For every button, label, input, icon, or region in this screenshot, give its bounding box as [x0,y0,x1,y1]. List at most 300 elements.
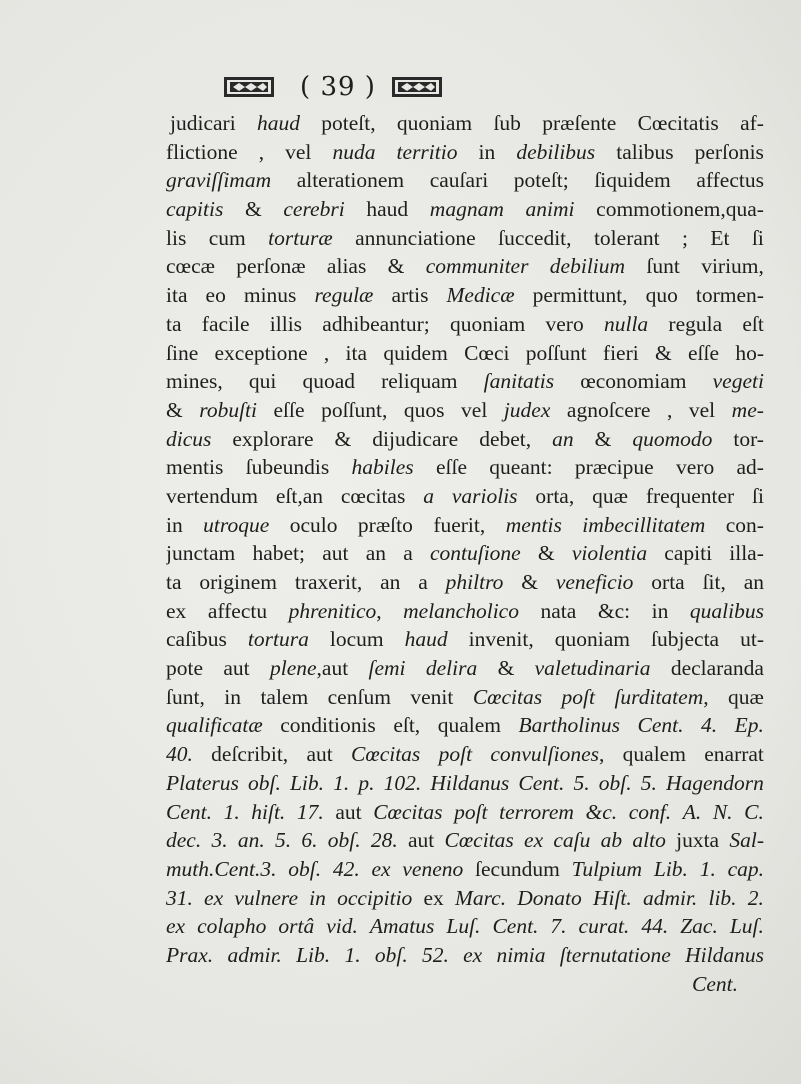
word: ſanitatis [483,369,555,394]
word: ho- [735,340,764,365]
word: qualem [622,742,686,767]
word: occipitio [337,885,413,910]
word: mentis [505,512,562,537]
word: debet, [479,426,532,451]
word: caſibus [166,627,227,652]
word: territio [396,139,458,164]
word: ſi [751,225,764,250]
word: Medicæ [446,283,515,308]
word: Hagendorn [665,770,764,795]
word: nata [540,598,577,623]
word: 31. [166,885,193,910]
word: Amatus [369,914,435,939]
word: venit [410,684,454,709]
word: plene,aut [269,656,349,681]
word: illis [269,311,303,336]
word: Et [710,225,730,250]
word: ab [600,828,623,853]
word: C. [744,799,764,824]
word: frequenter [645,483,735,508]
word: fuerit, [433,512,486,537]
word: illa- [729,541,764,566]
word: cœcæ [166,254,215,279]
word: 102. [383,770,422,795]
word: robuſti [199,397,257,422]
word: ſemi [368,656,406,681]
word: colapho [197,914,267,939]
word: ta [166,311,182,336]
word: talem [260,684,309,709]
word: 5. [573,770,590,795]
word: Hildanus [430,770,510,795]
word: lib. [708,885,737,910]
word: quoniam [554,627,631,652]
word: dijudicare [372,426,459,451]
word: cerebri [283,197,345,222]
word: aut [407,828,435,853]
word: & [497,656,515,681]
word: Lib. [653,856,688,881]
page-number: ( 39 ) [300,72,376,102]
word: vero [545,311,584,336]
word: ta [166,570,182,594]
word: alterationem [296,168,405,193]
word: tortura [247,627,309,652]
word: eſſe [435,455,467,480]
text-line [166,511,764,540]
text-line [166,166,764,195]
text-line [166,482,764,511]
word: , [258,139,265,164]
word: cœcitas [340,483,406,508]
word: eſt,an [275,483,323,508]
word: nimia [496,942,546,967]
text-line [166,597,764,626]
word: Cœcitas [472,684,543,709]
word: 52. [421,942,449,967]
word: cauſari [429,168,489,193]
word: minus [243,283,297,308]
word: cenſum [327,684,391,709]
text-line [166,654,764,683]
word: commotionem,qua- [596,197,764,222]
word: 1. [333,770,350,795]
word: quidem [383,340,448,365]
word: af- [740,111,764,135]
word: & [537,541,555,566]
word: convulſiones, [490,742,605,767]
word: queant: [489,455,553,480]
text-line [166,539,764,568]
word: eſſe [273,397,305,422]
word: ex [204,885,224,910]
word: poteſt; [513,168,569,193]
word: & [334,426,352,451]
word: perſonis [694,139,764,164]
word: obſ. [288,856,322,881]
word: dicus [166,426,212,451]
word: qui [248,369,277,394]
word: juxta [676,828,720,853]
word: a [423,483,434,508]
word: 1. [699,856,716,881]
word: quo [645,283,678,308]
text-line [166,625,764,654]
word: animi [525,197,575,222]
word: variolis [451,483,518,508]
word: Cent. [518,770,565,795]
word: mines, [166,369,223,394]
word: nuda [332,139,376,164]
word: Platerus [166,770,239,795]
word: declaranda [670,656,764,681]
word: ſubeundis [245,455,330,480]
word: orta [651,570,685,594]
word: ex [166,914,186,939]
word: 5. [640,770,657,795]
text-line [166,195,764,224]
word: oculo [289,512,338,537]
word: mentis [166,455,224,480]
word: 7. [550,914,567,939]
word: quæ [728,684,764,709]
word: locum [329,627,384,652]
word: vel [285,139,312,164]
word: vel [461,397,488,422]
word: 5. [274,828,292,853]
word: in [166,512,183,537]
word: ſubjecta [651,627,720,652]
word: Cœcitas [351,742,421,767]
word: ex [423,885,444,910]
word: Donato [517,885,582,910]
text-line [166,711,764,740]
text-line [166,826,764,855]
word: ; [682,225,689,250]
text-line [166,396,764,425]
word: 17. [296,799,324,824]
word: qualificatæ [166,713,263,738]
word: flictione [166,139,238,164]
word: con- [725,512,764,537]
word: ſunt [646,254,680,279]
word: ex [463,942,483,967]
word: utroque [203,512,270,537]
word: vulnere [234,885,298,910]
word: Luſ. [446,914,481,939]
word: orta, [535,483,575,508]
word: veneno [402,856,464,881]
word: obſ. [327,828,361,853]
word: an [552,426,574,451]
body-text [166,109,764,998]
word: & [594,426,612,451]
word: aut [335,799,362,824]
word: a [418,570,428,594]
word: ſit, [702,570,726,594]
word: ſecundum [475,856,560,881]
word: & [655,340,672,365]
word: poteſt, [321,111,376,135]
word: & [245,197,262,222]
word: a [403,541,413,566]
word: ex [524,828,544,853]
word: veneficio [555,570,634,594]
word: ut- [740,627,764,652]
word: an. [237,828,265,853]
word: quomodo [632,426,713,451]
word: obſ. [247,770,281,795]
word: regulæ [314,283,374,308]
text-line [166,683,764,712]
left-ornament-icon [223,74,275,100]
word: affectus [696,168,764,193]
word: præſto [357,512,413,537]
word: quoad [302,369,355,394]
text-line [166,425,764,454]
word: delira [425,656,478,681]
word: 42. [332,856,360,881]
word: ex [166,598,187,623]
word: conditionis [280,713,376,738]
word: Lib. [289,770,325,795]
word: violentia [571,541,648,566]
word: artis [391,283,429,308]
word: melancholico [403,598,519,623]
text-line [166,740,764,769]
word: eſt [742,311,764,336]
text-line [166,769,764,798]
word: poſt [561,684,595,709]
word: ſi [752,483,764,508]
word: 1. [223,799,240,824]
word: phrenitico, [288,598,382,623]
word: philtro [445,570,504,594]
word: alto [632,828,666,853]
word: ita [345,340,368,365]
word: obſ. [598,770,632,795]
word: tormen- [695,283,764,308]
word: eſt, [393,713,421,738]
word: poſt [454,799,488,824]
word: Sal- [729,828,764,853]
word: ortâ [278,914,315,939]
word: &c. [585,799,618,824]
word: Cent. [637,713,684,738]
word: in [309,885,326,910]
word: an [743,570,764,594]
word: graviſſimam [166,168,272,193]
word: haud [366,197,409,222]
text-line [166,224,764,253]
word: imbecillitatem [582,512,706,537]
word: admir. [642,885,698,910]
word: Hiſt. [592,885,632,910]
text-line [166,970,764,999]
word: hiſt. [251,799,286,824]
word: 3. [211,828,228,853]
word: conf. [628,799,672,824]
word: junctam [166,541,236,566]
word: Bartholinus [518,713,621,738]
word: debilibus [516,139,596,164]
word: dec. [166,828,202,853]
word: vero [676,455,715,480]
word: œconomiam [580,369,687,394]
word: lis [166,225,187,250]
word: vegeti [712,369,764,394]
word: torturæ [268,225,333,250]
word: cap. [727,856,764,881]
word: obſ. [374,942,408,967]
word: capitis [166,197,224,222]
text-line [166,367,764,396]
word: 40. [166,742,193,767]
text-line [166,855,764,884]
word: ad- [736,455,764,480]
word: præcipue [574,455,654,480]
word: N. [712,799,733,824]
word: explorare [232,426,314,451]
word: an [380,570,401,594]
word: qualibus [689,598,764,623]
text-line [166,252,764,281]
word: Cent. [492,914,539,939]
word: Cœcitas [444,828,514,853]
word: Cœci [464,340,510,365]
word: Cent. [166,799,212,824]
word: contuſione [429,541,521,566]
word: nulla [603,311,649,336]
word: , [323,340,330,365]
word: aut [306,742,333,767]
word: , [666,397,673,422]
text-line [166,884,764,913]
word: quos [403,397,445,422]
word: admir. [227,942,282,967]
text-line [166,798,764,827]
word: ſurditatem, [614,684,709,709]
word: judicari [170,111,236,135]
word: aut [322,541,349,566]
word: terrorem [499,799,574,824]
word: ſine [166,340,199,365]
text-line [166,281,764,310]
word: cum [208,225,246,250]
word: exceptione [214,340,308,365]
word: Hildanus [685,942,764,967]
word: permittunt, [532,283,628,308]
text-line [166,941,764,970]
text-line [166,310,764,339]
word: me- [731,397,764,422]
word: ex [371,856,391,881]
word: 44. [641,914,669,939]
word: 6. [301,828,318,853]
word: magnam [429,197,504,222]
word: poſt [438,742,473,767]
word: muth.Cent.3. [166,856,277,881]
word: ſternutatione [559,942,671,967]
word: 2. [747,885,764,910]
word: vel [688,397,716,422]
word: originem [199,570,277,594]
word: poſſunt [525,340,587,365]
text-line [166,912,764,941]
word: habiles [351,455,414,480]
word: perſonæ [236,254,306,279]
word: Cent. [692,971,738,996]
word: Prax. [166,942,214,967]
word: alias [326,254,367,279]
word: Cœcitas [373,799,443,824]
word: an [365,541,386,566]
word: &c: [597,598,631,623]
word: fieri [602,340,639,365]
word: reliquam [381,369,458,394]
word: & [521,570,538,594]
word: haud [404,627,448,652]
word: deſcribit, [211,742,289,767]
word: quoniam [450,311,526,336]
word: Ep. [734,713,764,738]
word: quoniam [396,111,473,135]
word: qualem [437,713,501,738]
word: quæ [592,483,628,508]
text-line [166,453,764,482]
word: regula [668,311,723,336]
word: virium, [701,254,764,279]
word: adhibeantur; [322,311,430,336]
word: & [387,254,405,279]
word: in [651,598,669,623]
word: caſu [553,828,591,853]
word: tolerant [593,225,660,250]
right-ornament-icon [391,74,443,100]
text-line [166,568,764,597]
word: Lib. [296,942,331,967]
word: traxerit, [294,570,363,594]
word: poſſunt, [321,397,388,422]
word: Tulpium [571,856,643,881]
word: communiter [425,254,529,279]
page-header [0,66,801,106]
text-line [166,109,764,138]
word: judex [503,397,551,422]
word: affectu [207,598,268,623]
word: facile [201,311,250,336]
word: præſente [542,111,617,135]
word: eo [205,283,226,308]
word: ſub [493,111,521,135]
word: aut [223,656,250,681]
word: annunciatione [355,225,476,250]
word: in [478,139,496,164]
word: in [224,684,241,709]
word: & [166,397,183,422]
word: invenit, [468,627,534,652]
word: p. [358,770,375,795]
word: Zac. [680,914,718,939]
word: 4. [701,713,718,738]
word: 1. [344,942,361,967]
word: capiti [664,541,713,566]
word: curat. [578,914,630,939]
text-line [166,339,764,368]
word: ſiquidem [594,168,671,193]
word: ſuccedit, [498,225,572,250]
word: eſſe [688,340,720,365]
